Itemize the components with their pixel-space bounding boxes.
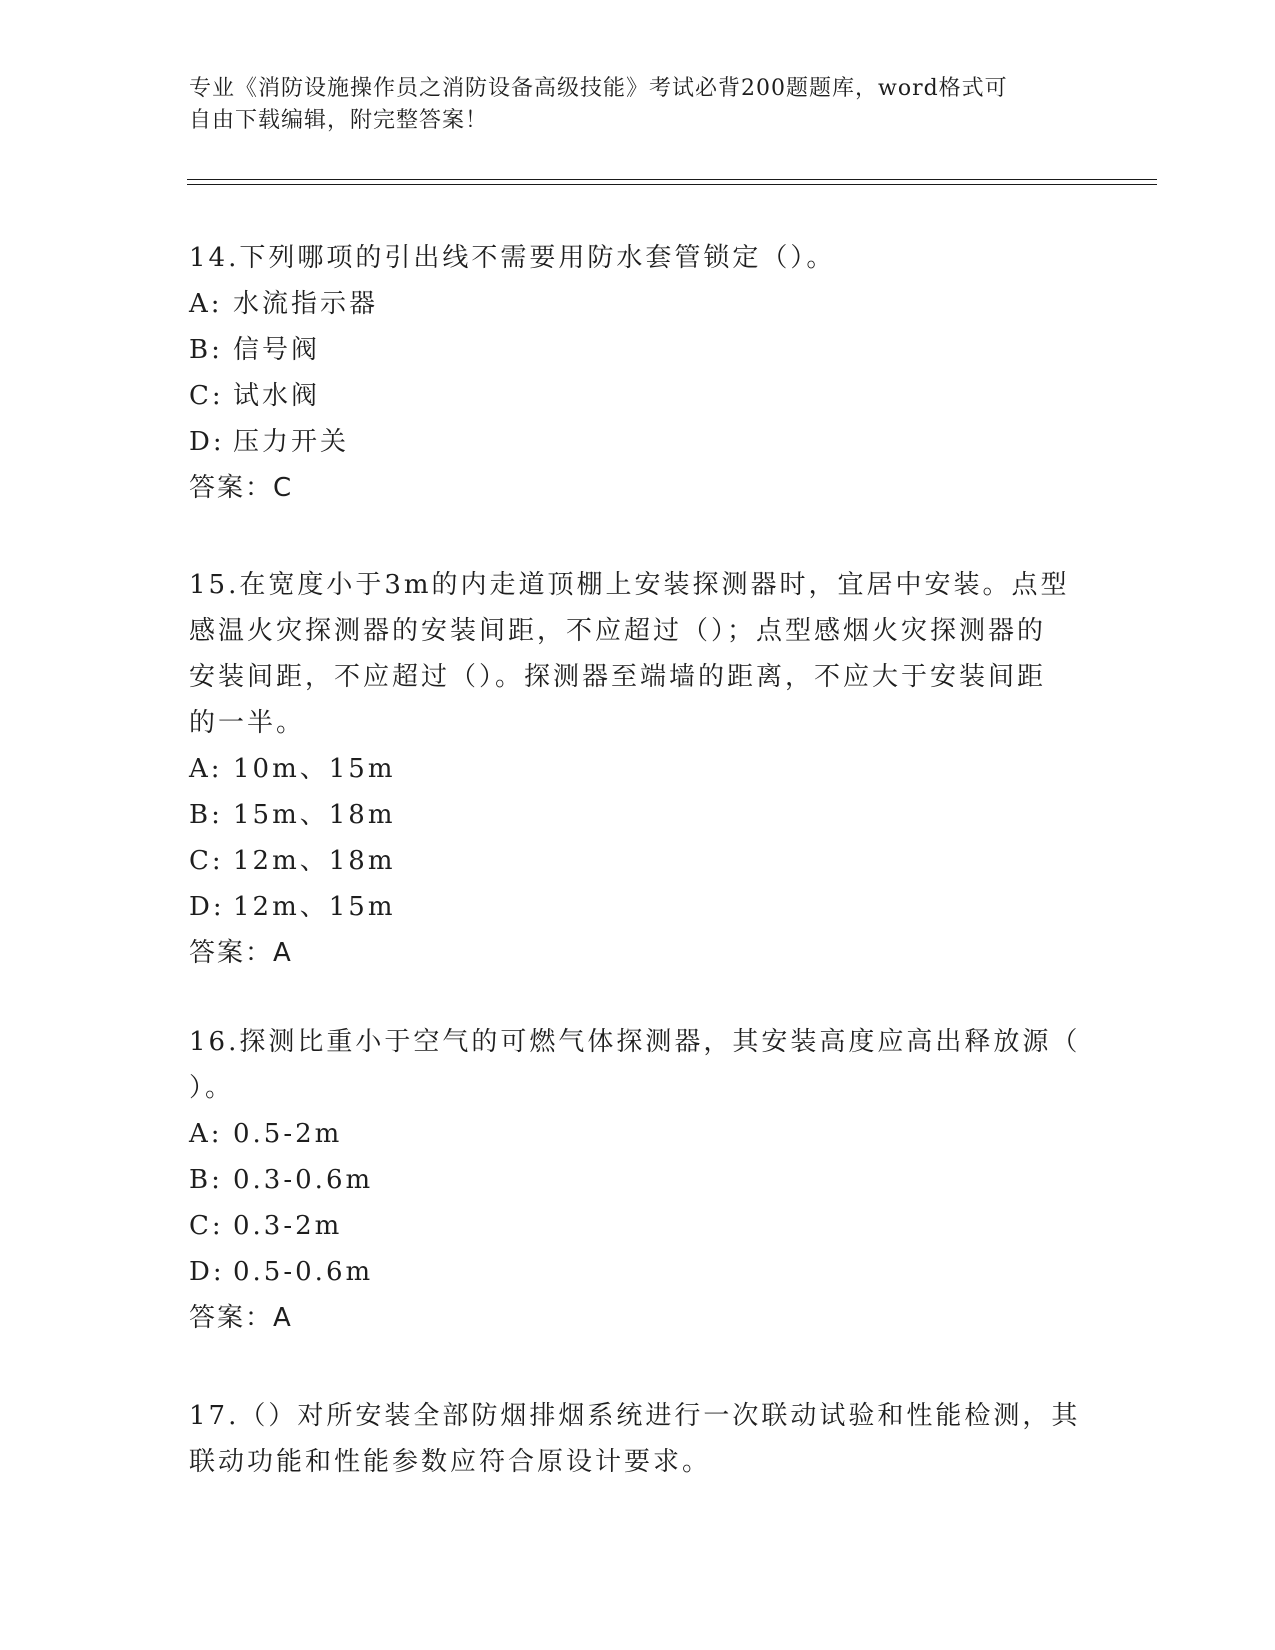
- answer: 答案：C: [189, 473, 294, 503]
- question-14: [189, 235, 1089, 511]
- option-label: D:: [189, 1257, 225, 1287]
- option-label: B:: [189, 1165, 223, 1195]
- header-line-1: 专业《消防设施操作员之消防设备高级技能》考试必背200题题库，word格式可: [189, 76, 1008, 101]
- option-label: C:: [189, 381, 224, 411]
- option-text: 12m、15m: [233, 892, 396, 922]
- option-text: 12m、18m: [233, 846, 396, 876]
- header-divider-top: [187, 179, 1157, 180]
- question-15: [189, 562, 1089, 976]
- option-d: [189, 1249, 1089, 1295]
- option-label: A:: [189, 754, 223, 784]
- option-d: [189, 884, 1089, 930]
- option-a: [189, 281, 1089, 327]
- option-b: [189, 792, 1089, 838]
- option-text: 压力开关: [233, 427, 350, 457]
- option-text: 0.5-0.6m: [233, 1257, 374, 1287]
- header-divider-bottom: [187, 184, 1157, 185]
- answer: 答案：A: [189, 938, 293, 968]
- question-16: [189, 1019, 1089, 1341]
- question-stem-line: 14.下列哪项的引出线不需要用防水套管锁定（）。: [189, 243, 836, 273]
- option-text: 15m、18m: [233, 800, 396, 830]
- header-line-2: 自由下载编辑，附完整答案！: [189, 108, 489, 133]
- option-d: [189, 419, 1089, 465]
- question-stem-line: 17.（）对所安装全部防烟排烟系统进行一次联动试验和性能检测，其: [189, 1401, 1081, 1431]
- question-stem-line: 安装间距，不应超过（）。探测器至端墙的距离，不应大于安装间距: [189, 662, 1047, 692]
- document-header: [189, 73, 1069, 137]
- option-label: D:: [189, 427, 225, 457]
- option-label: B:: [189, 335, 223, 365]
- option-text: 0.3-2m: [233, 1211, 343, 1241]
- question-stem-line: 的一半。: [189, 708, 306, 738]
- option-text: 0.3-0.6m: [233, 1165, 374, 1195]
- option-c: [189, 1203, 1089, 1249]
- question-stem-line: 16.探测比重小于空气的可燃气体探测器，其安装高度应高出释放源（: [189, 1027, 1081, 1057]
- option-a: [189, 746, 1089, 792]
- question-stem-line: 15.在宽度小于3m的内走道顶棚上安装探测器时，宜居中安装。点型: [189, 570, 1070, 600]
- option-label: C:: [189, 1211, 224, 1241]
- question-17: [189, 1393, 1089, 1485]
- option-c: [189, 373, 1089, 419]
- option-text: 水流指示器: [233, 289, 379, 319]
- option-label: D:: [189, 892, 225, 922]
- option-text: 10m、15m: [233, 754, 396, 784]
- question-stem-line: ）。: [189, 1073, 235, 1103]
- option-label: B:: [189, 800, 223, 830]
- answer: 答案：A: [189, 1303, 293, 1333]
- option-label: A:: [189, 1119, 223, 1149]
- option-b: [189, 327, 1089, 373]
- option-b: [189, 1157, 1089, 1203]
- option-text: 信号阀: [233, 335, 321, 365]
- option-c: [189, 838, 1089, 884]
- option-a: [189, 1111, 1089, 1157]
- question-stem-line: 感温火灾探测器的安装间距，不应超过（）；点型感烟火灾探测器的: [189, 616, 1047, 646]
- option-label: C:: [189, 846, 224, 876]
- question-stem-line: 联动功能和性能参数应符合原设计要求。: [189, 1447, 712, 1477]
- option-text: 0.5-2m: [233, 1119, 343, 1149]
- option-text: 试水阀: [233, 381, 321, 411]
- option-label: A:: [189, 289, 223, 319]
